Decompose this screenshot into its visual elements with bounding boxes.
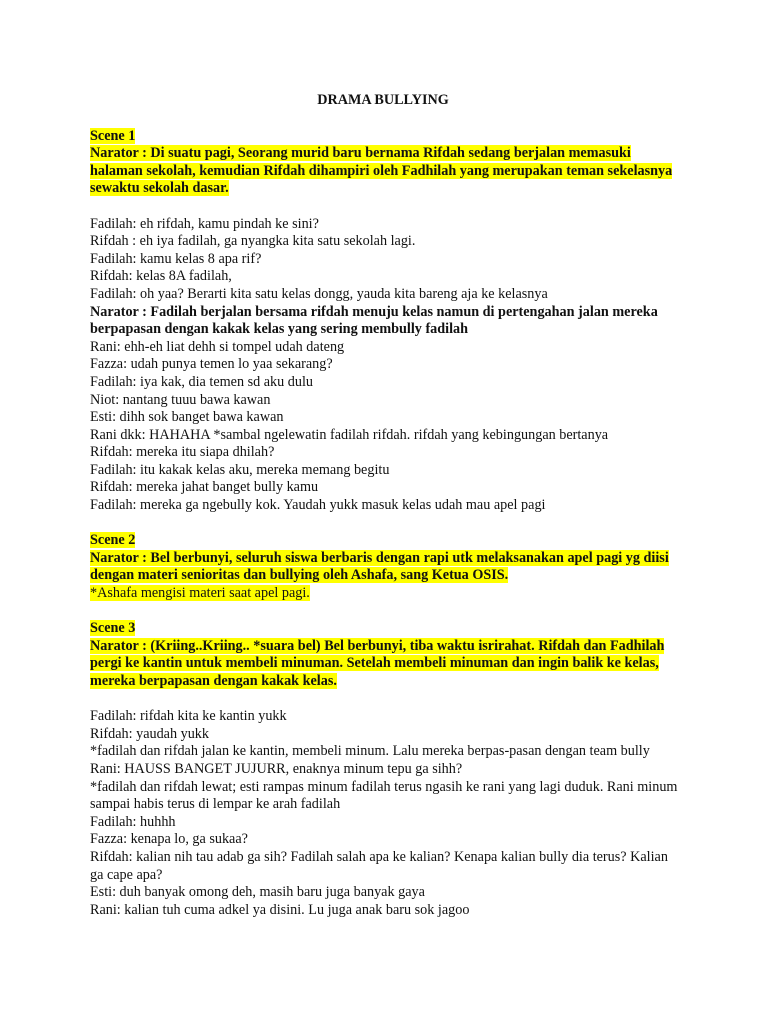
dialogue-line: Rani: HAUSS BANGET JUJURR, enaknya minum tepu ga sihh?: [90, 760, 463, 777]
dialogue-line: Fazza: udah punya temen lo yaa sekarang?: [90, 356, 333, 373]
dialogue-line: Rifdah: mereka itu siapa dhilah?: [90, 444, 275, 461]
dialogue-line: Fadilah: rifdah kita ke kantin yukk: [90, 708, 287, 725]
scene-2-heading: Scene 2: [90, 532, 136, 549]
scene-1-narrator: Narator : Di suatu pagi, Seorang murid baru bernama Rifdah sedang berjalan memasuki halaman sekolah, kemudian Rifdah dihampiri oleh Fadhilah yang merupakan teman sekelasnya sewaktu sekolah dasar.: [90, 145, 673, 197]
dialogue-line: Rani: kalian tuh cuma adkel ya disini. Lu juga anak baru sok jagoo: [90, 901, 470, 918]
dialogue-line: *fadilah dan rifdah jalan ke kantin, membeli minum. Lalu mereka berpas-pasan dengan team bully: [90, 743, 650, 760]
dialogue-line: Rani dkk: HAHAHA *sambal ngelewatin fadilah rifdah. rifdah yang kebingungan bertanya: [90, 426, 609, 443]
dialogue-line: Niot: nantang tuuu bawa kawan: [90, 391, 271, 408]
dialogue-line: Rifdah: mereka jahat banget bully kamu: [90, 479, 319, 496]
scene-2-narrator: Narator : Bel berbunyi, seluruh siswa berbaris dengan rapi utk melaksanakan apel pagi yg diisi dengan materi senioritas dan bullying oleh Ashafa, sang Ketua OSIS.: [90, 549, 669, 584]
document-title: DRAMA BULLYING: [317, 92, 449, 108]
scene-3-narrator: Narator : (Kriing..Kriing.. *suara bel) Bel berbunyi, tiba waktu isrirahat. Rifdah dan Fadhilah pergi ke kantin untuk membeli minuman. Setelah membeli minuman dan ingin balik ke kelas, mereka berpapasan dengan kakak kelas.: [90, 637, 665, 689]
scene-3: [90, 620, 678, 919]
dialogue-line: Rani: ehh-eh liat dehh si tompel udah dateng: [90, 338, 345, 355]
dialogue-line: Fadilah: mereka ga ngebully kok. Yaudah yukk masuk kelas udah mau apel pagi: [90, 497, 546, 514]
scene-2: [90, 532, 678, 602]
dialogue-line: Esti: duh banyak omong deh, masih baru juga banyak gaya: [90, 884, 425, 901]
scene-1-narrator-2: Narator : Fadilah berjalan bersama rifdah menuju kelas namun di pertengahan jalan mereka berpapasan dengan kakak kelas yang sering membully fadilah: [90, 303, 658, 338]
dialogue-line: Fadilah: itu kakak kelas aku, mereka memang begitu: [90, 461, 390, 478]
scene-2-note: *Ashafa mengisi materi saat apel pagi.: [90, 585, 310, 602]
dialogue-line: Rifdah: kalian nih tau adab ga sih? Fadilah salah apa ke kalian? Kenapa kalian bully dia terus? Kalian ga cape apa?: [90, 848, 668, 883]
dialogue-line: Fazza: kenapa lo, ga sukaa?: [90, 831, 248, 848]
scene-3-heading: Scene 3: [90, 620, 136, 637]
dialogue-line: Esti: dihh sok banget bawa kawan: [90, 409, 284, 426]
dialogue-line: Rifdah : eh iya fadilah, ga nyangka kita satu sekolah lagi.: [90, 233, 416, 250]
scene-1-heading: Scene 1: [90, 127, 136, 144]
dialogue-line: Rifdah: yaudah yukk: [90, 725, 209, 742]
dialogue-line: *fadilah dan rifdah lewat; esti rampas minum fadilah terus ngasih ke rani yang lagi duduk. Rani minum sampai habis terus di lempar ke arah fadilah: [90, 778, 678, 813]
dialogue-line: Fadilah: kamu kelas 8 apa rif?: [90, 250, 262, 267]
dialogue-line: Fadilah: oh yaa? Berarti kita satu kelas dongg, yauda kita bareng aja ke kelasnya: [90, 285, 548, 302]
dialogue-line: Fadilah: huhhh: [90, 813, 176, 830]
dialogue-line: Fadilah: iya kak, dia temen sd aku dulu: [90, 373, 314, 390]
scene-1: [90, 128, 678, 515]
dialogue-line: Fadilah: eh rifdah, kamu pindah ke sini?: [90, 215, 319, 232]
dialogue-line: Rifdah: kelas 8A fadilah,: [90, 268, 232, 285]
